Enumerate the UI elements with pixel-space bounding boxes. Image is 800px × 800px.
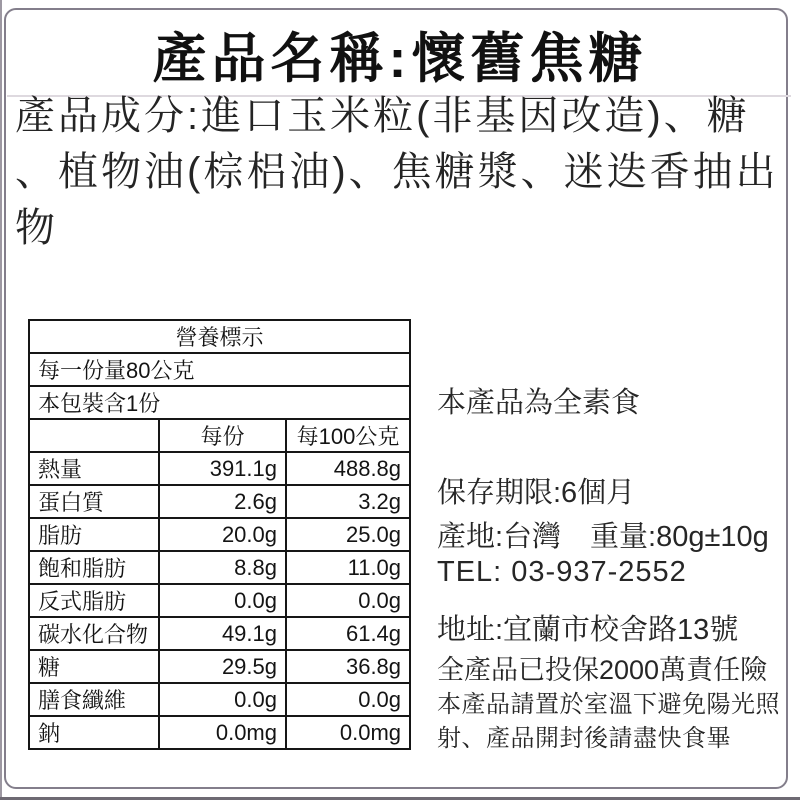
- insurance-note: 全產品已投保2000萬責任險: [437, 655, 768, 685]
- row-label: 膳食纖維: [29, 683, 159, 716]
- row-per-100g: 488.8g: [286, 452, 410, 485]
- serving-size: 每一份量80公克: [29, 353, 410, 386]
- nutrition-table: [28, 319, 411, 750]
- col-header-per-100g: 每100公克: [286, 419, 410, 452]
- product-name-title: 產品名稱:懷舊焦糖: [152, 29, 648, 89]
- storage-note: 本產品請置於室溫下避免陽光照射、產品開封後請盡快食畢: [437, 691, 780, 752]
- serving-size-row: [29, 353, 410, 386]
- table-row-saturated-fat: [29, 551, 410, 584]
- shelf-life: 保存期限:6個月: [437, 477, 636, 509]
- table-row-calories: [29, 452, 410, 485]
- column-header-row: [29, 419, 410, 452]
- row-per-serving: 391.1g: [159, 452, 286, 485]
- table-row-fat: [29, 518, 410, 551]
- row-per-100g: 61.4g: [286, 617, 410, 650]
- row-label: 碳水化合物: [29, 617, 159, 650]
- col-header-per-serving: 每份: [159, 419, 286, 452]
- col-header-blank: [29, 419, 159, 452]
- row-label: 鈉: [29, 716, 159, 749]
- table-row-carbohydrate: [29, 617, 410, 650]
- row-per-serving: 8.8g: [159, 551, 286, 584]
- row-per-100g: 0.0mg: [286, 716, 410, 749]
- phone-number: TEL: 03-937-2552: [437, 556, 687, 588]
- table-row-dietary-fiber: [29, 683, 410, 716]
- row-per-serving: 49.1g: [159, 617, 286, 650]
- ingredients-line-2: 、植物油(棕梠油)、焦糖漿、迷迭香抽出: [15, 150, 779, 194]
- servings-per-package: 本包裝含1份: [29, 386, 410, 419]
- ingredients-line-1: 產品成分:進口玉米粒(非基因改造)、糖: [15, 94, 750, 138]
- table-row-trans-fat: [29, 584, 410, 617]
- row-per-serving: 29.5g: [159, 650, 286, 683]
- row-per-serving: 0.0mg: [159, 716, 286, 749]
- row-per-100g: 25.0g: [286, 518, 410, 551]
- row-per-100g: 0.0g: [286, 584, 410, 617]
- row-per-serving: 0.0g: [159, 584, 286, 617]
- row-per-100g: 11.0g: [286, 551, 410, 584]
- vegan-note: 本產品為全素食: [437, 387, 641, 419]
- row-per-100g: 36.8g: [286, 650, 410, 683]
- row-label: 脂肪: [29, 518, 159, 551]
- row-per-serving: 2.6g: [159, 485, 286, 518]
- row-label: 蛋白質: [29, 485, 159, 518]
- row-per-serving: 20.0g: [159, 518, 286, 551]
- row-per-100g: 3.2g: [286, 485, 410, 518]
- photo-left-edge: [0, 0, 2, 800]
- row-label: 糖: [29, 650, 159, 683]
- nutrition-table-title: 營養標示: [29, 320, 410, 353]
- row-label: 反式脂肪: [29, 584, 159, 617]
- servings-per-package-row: [29, 386, 410, 419]
- origin-and-weight: 產地:台灣 重量:80g±10g: [437, 521, 769, 553]
- ingredients-text: [15, 88, 787, 256]
- table-row-sugar: [29, 650, 410, 683]
- row-label: 熱量: [29, 452, 159, 485]
- table-row-protein: [29, 485, 410, 518]
- ingredients-line-3: 物: [15, 206, 58, 250]
- row-label: 飽和脂肪: [29, 551, 159, 584]
- row-per-serving: 0.0g: [159, 683, 286, 716]
- table-row-sodium: [29, 716, 410, 749]
- nutrition-title-row: [29, 320, 410, 353]
- row-per-100g: 0.0g: [286, 683, 410, 716]
- address: 地址:宜蘭市校舍路13號: [437, 614, 739, 646]
